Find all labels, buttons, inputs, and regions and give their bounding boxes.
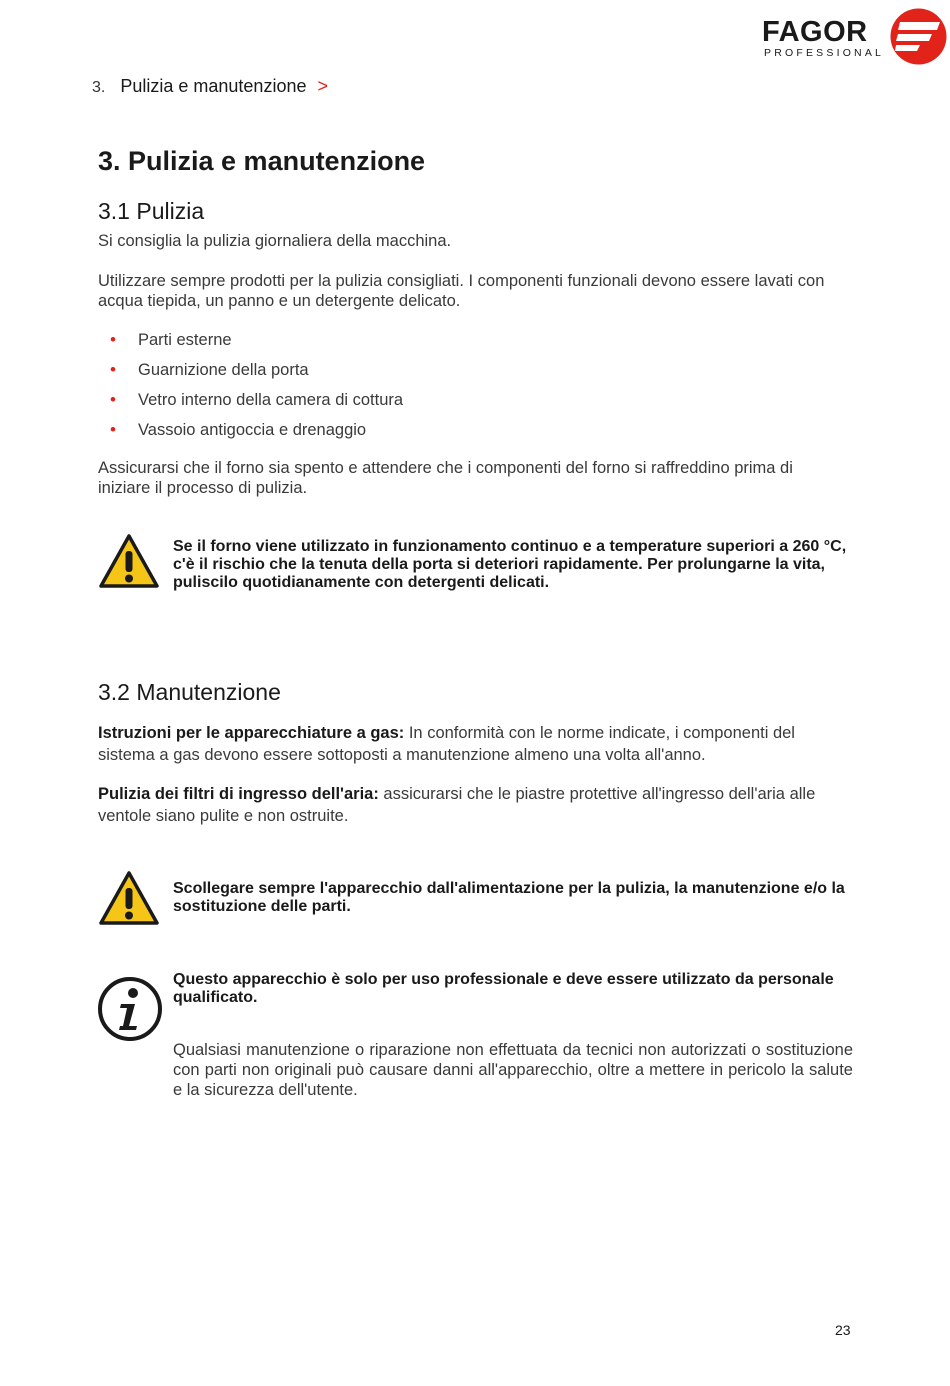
list-item-label: Guarnizione della porta xyxy=(138,361,309,379)
warning-door-seal: Se il forno viene utilizzato in funzionamento continuo e a temperature superiori a 260 °C, c'è il rischio che la tenuta della porta si deteriori rapidamente. Per prolungarne la vita, puliscilo quotidianamente con detergenti delicati. xyxy=(173,538,847,591)
logo-wordmark: FAGOR xyxy=(762,16,868,48)
bullet-icon: • xyxy=(110,360,116,379)
gas-label: Istruzioni per le apparecchiature a gas: xyxy=(98,724,405,742)
page-number: 23 xyxy=(835,1322,851,1338)
warning-disconnect-power: Scollegare sempre l'apparecchio dall'alimentazione per la pulizia, la manutenzione e/o la sostituzione delle parti. xyxy=(173,880,845,915)
list-item-label: Vassoio antigoccia e drenaggio xyxy=(138,421,367,439)
filters-text: assicurarsi che le piastre protettive all'ingresso dell'aria alle ventole siano pulite e non ostruite. xyxy=(98,785,816,825)
warning-triangle-icon xyxy=(98,533,160,589)
paragraph-gas-instructions xyxy=(98,722,848,766)
list-item-label: Parti esterne xyxy=(138,331,232,349)
list-item-label: Vetro interno della camera di cottura xyxy=(138,391,404,409)
info-professional-use: Questo apparecchio è solo per uso professionale e deve essere utilizzato da personale qualificato. xyxy=(173,971,834,1006)
breadcrumb-separator: > xyxy=(317,76,329,96)
breadcrumb-label[interactable]: Pulizia e manutenzione xyxy=(120,76,307,96)
list-item xyxy=(108,419,403,449)
list-item xyxy=(108,359,403,389)
info-icon xyxy=(97,976,163,1042)
paragraph-air-filters xyxy=(98,783,848,827)
warning-triangle-icon xyxy=(98,870,160,926)
logo-subtitle: PROFESSIONAL xyxy=(764,47,885,59)
breadcrumb-number: 3. xyxy=(92,79,106,96)
section-heading-maintenance: 3.2 Manutenzione xyxy=(98,679,281,705)
gas-text: In conformità con le norme indicate, i componenti del sistema a gas devono essere sottoposti a manutenzione almeno una volta all'anno. xyxy=(98,724,795,764)
bullet-icon: • xyxy=(110,390,116,409)
list-item xyxy=(108,329,403,359)
bullet-icon: • xyxy=(110,330,116,349)
paragraph-daily-cleaning: Si consiglia la pulizia giornaliera della macchina. xyxy=(98,232,452,250)
paragraph-products: Utilizzare sempre prodotti per la pulizia consigliati. I componenti funzionali devono essere lavati con acqua tiepida, un panno e un detergente delicato. xyxy=(98,272,825,310)
info-unauthorized-repair: Qualsiasi manutenzione o riparazione non effettuata da tecnici non autorizzati o sostituzione con parti non originali può causare danni all'apparecchio, oltre a mettere in pericolo la salute e la sicurezza dell'utente. xyxy=(173,1041,853,1099)
page-title: 3. Pulizia e manutenzione xyxy=(98,146,426,176)
filters-label: Pulizia dei filtri di ingresso dell'aria: xyxy=(98,785,379,803)
fagor-logo xyxy=(762,8,948,70)
list-item xyxy=(108,389,403,419)
breadcrumb xyxy=(92,76,328,97)
section-heading-cleaning: 3.1 Pulizia xyxy=(98,198,205,224)
paragraph-oven-off: Assicurarsi che il forno sia spento e attendere che i componenti del forno si raffreddino prima di iniziare il processo di pulizia. xyxy=(98,459,793,497)
fagor-logo-mark-icon xyxy=(890,8,947,65)
cleaning-parts-list xyxy=(108,329,403,449)
bullet-icon: • xyxy=(110,420,116,439)
